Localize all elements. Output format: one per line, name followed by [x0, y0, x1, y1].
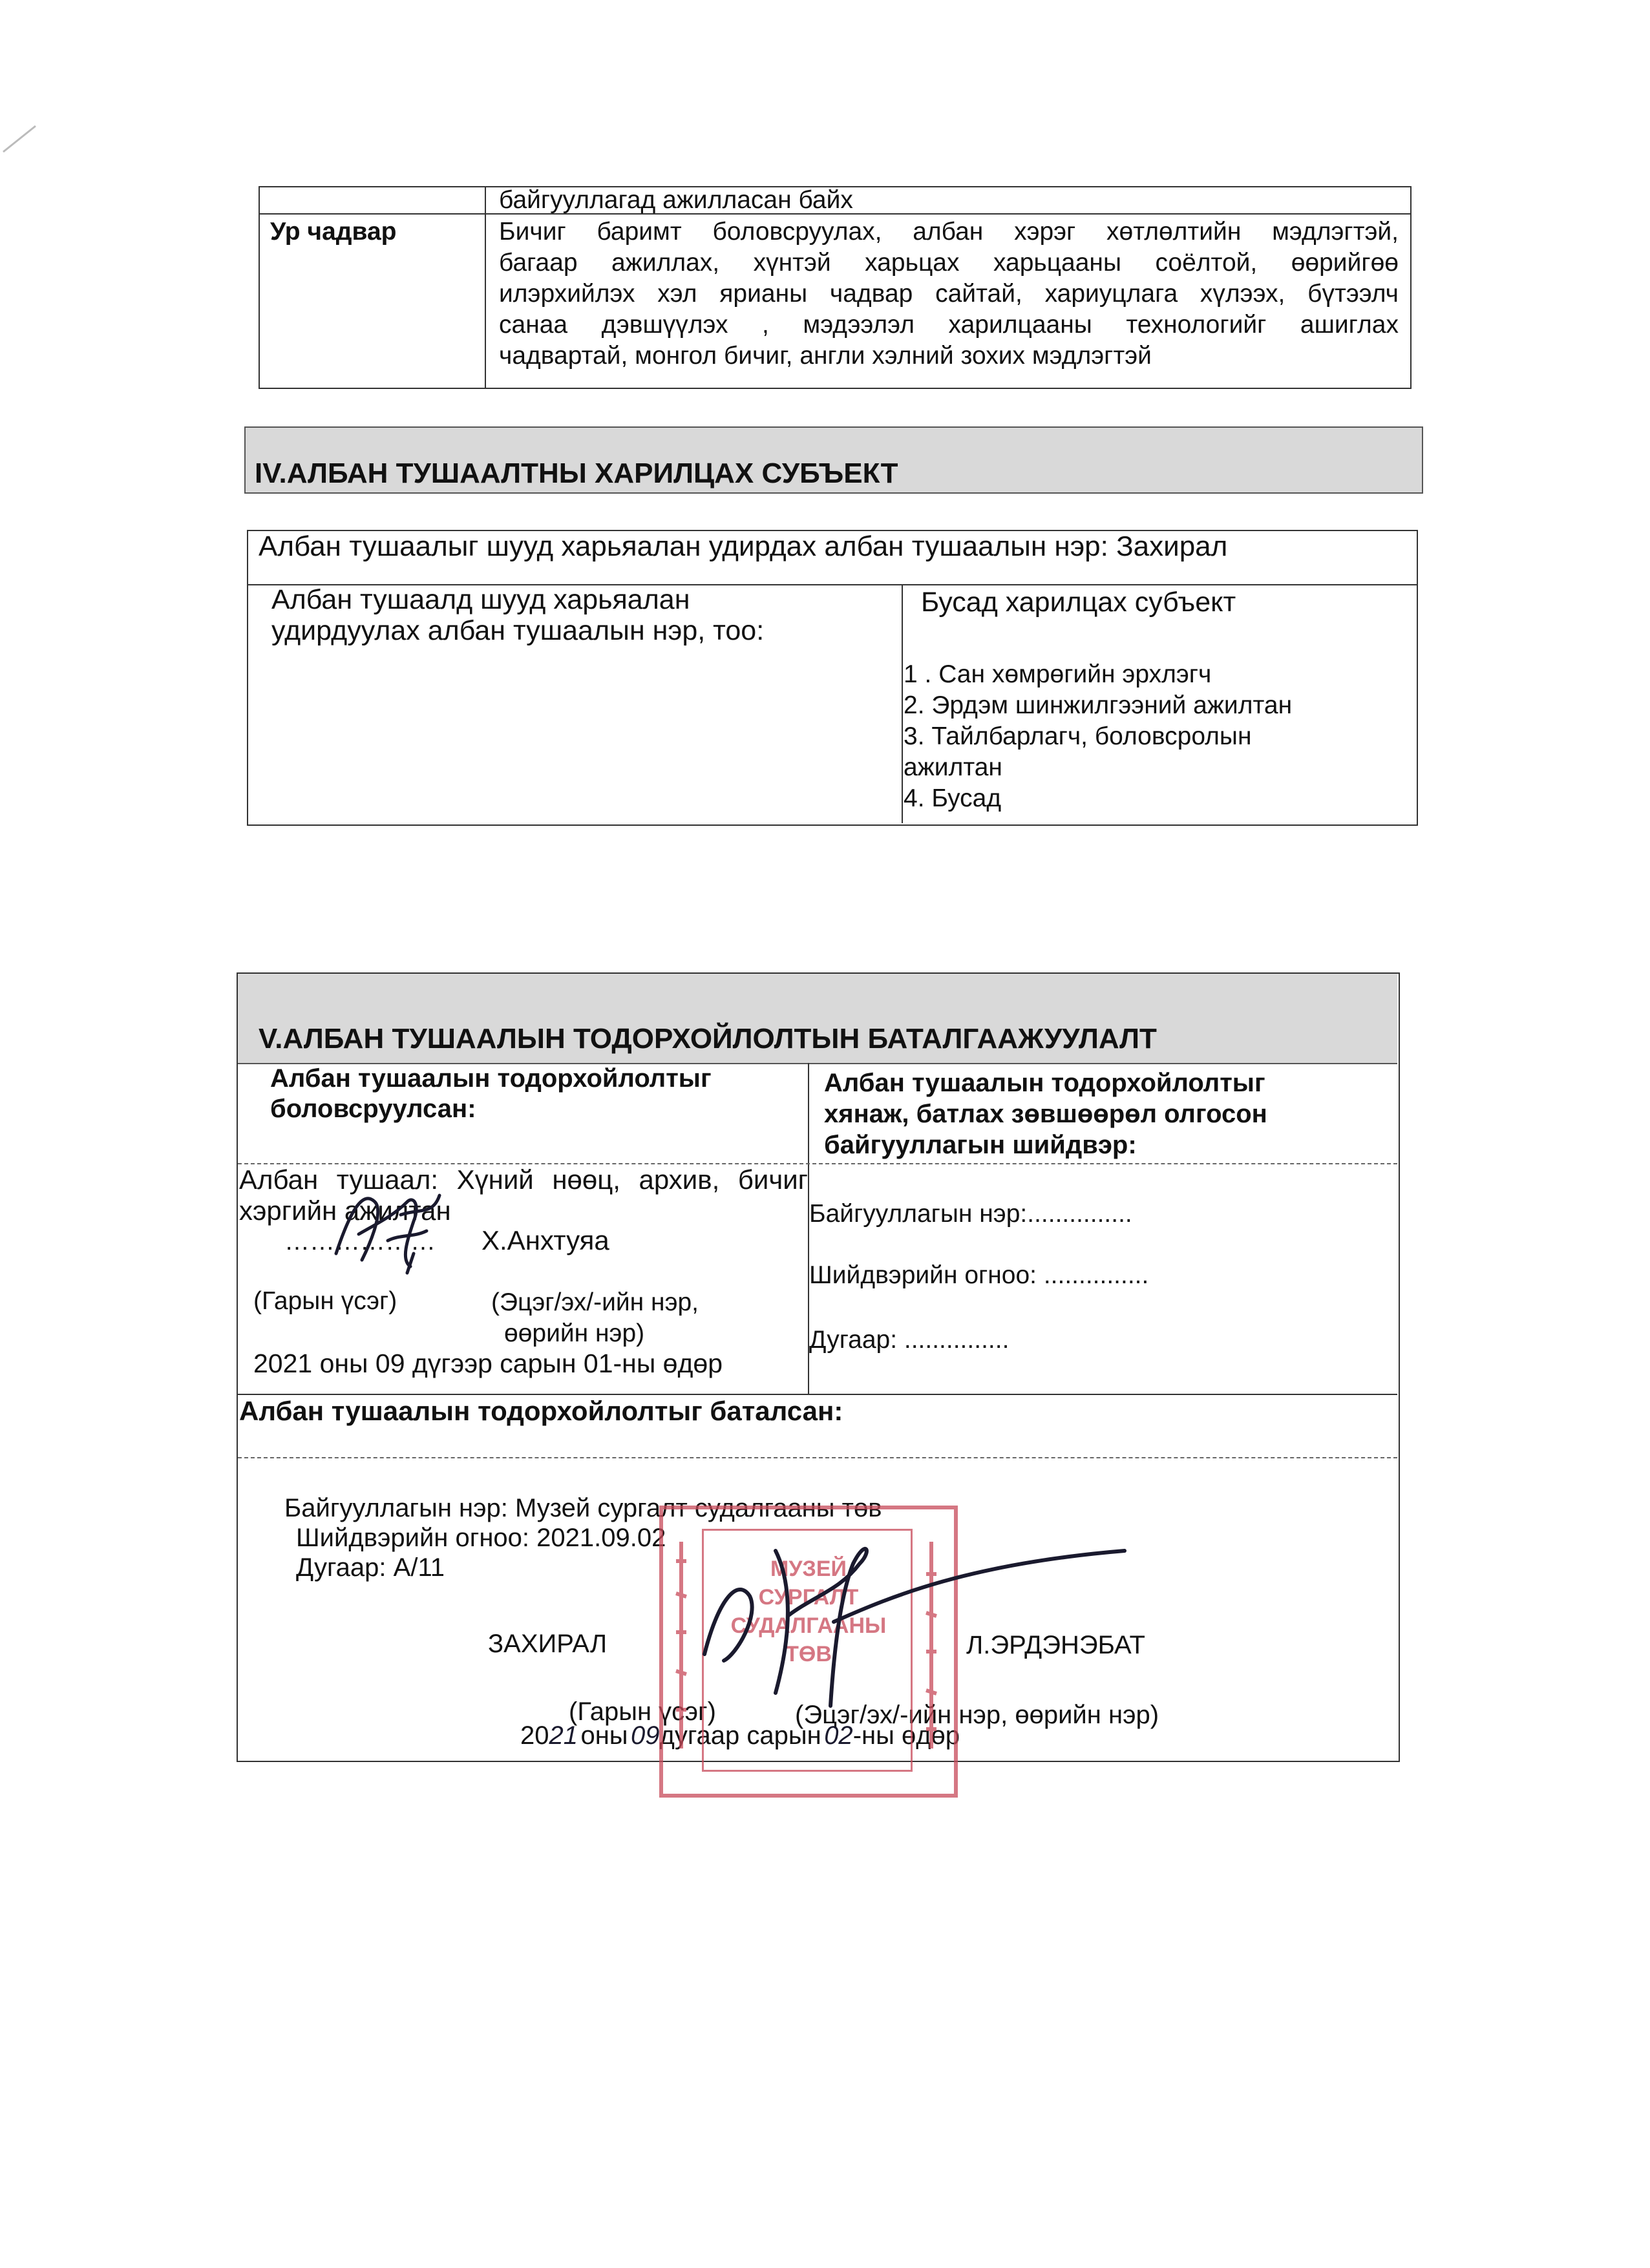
name-label-1: (Эцэг/эх/-ийн нэр, — [491, 1288, 699, 1316]
list-item: 1 . Сан хөмрөгийн эрхлэгч — [904, 660, 1212, 688]
approved-title: Албан тушаалын тодорхойлолтыг баталсан: — [239, 1396, 843, 1426]
position-line-1: Албан тушаал: Хүний нөөц, архив, бичиг — [239, 1164, 808, 1195]
number-field: Дугаар: ............... — [809, 1326, 1010, 1354]
preparer-signature — [323, 1176, 452, 1286]
prepared-date: 2021 оны 09 дүгээр сарын 01-ны өдөр — [253, 1349, 723, 1378]
section5-title: V.АЛБАН ТУШААЛЫН ТОДОРХОЙЛОЛТЫН БАТАЛГААЖУУЛАЛТ — [259, 1023, 1157, 1055]
list-item: ажилтан — [904, 753, 1002, 781]
skills-label: Ур чадвар — [270, 218, 397, 246]
right-head-2: хянаж, батлах зөвшөөрөл олгосон — [824, 1100, 1267, 1128]
stamp-line: СУРГАЛТ — [758, 1585, 859, 1610]
approval-row-line — [238, 1394, 1397, 1395]
skills-table-divider — [485, 186, 486, 388]
stamp-line: СУДАЛГААНЫ — [730, 1613, 887, 1638]
other-subjects-label: Бусад харилцах субъект — [921, 587, 1236, 618]
approved-org: Байгууллагын нэр: Музей сургалт судалгааны төв — [284, 1494, 882, 1522]
prev-row-text: байгууллагад ажилласан байх — [499, 186, 853, 214]
subordinates-label-2: удирдуулах албан тушаалын нэр, тоо: — [271, 615, 765, 646]
date-year: 21 — [549, 1721, 578, 1750]
section5-header — [238, 974, 1397, 1064]
skills-line: Бичиг баримт боловсруулах, албан хэрэг хөтлөлтийн мэдлэгтэй, — [499, 218, 1399, 246]
skills-line: чадвартай, монгол бичиг, англи хэлний зохих мэдлэгтэй — [499, 342, 1152, 370]
approved-head-line — [238, 1457, 1397, 1458]
sign-label: (Гарын үсэг) — [253, 1287, 397, 1315]
section4-title: IV.АЛБАН ТУШААЛТНЫ ХАРИЛЦАХ СУБЪЕКТ — [255, 457, 898, 489]
director-name-label: (Эцэг/эх/-ийн нэр, өөрийн нэр) — [795, 1701, 1159, 1729]
stamp-line: ТӨВ — [785, 1642, 832, 1666]
date-prefix: 20 — [520, 1721, 549, 1750]
date-suffix: -ны өдөр — [852, 1721, 960, 1750]
scan-mark — [0, 123, 39, 155]
decision-date-field: Шийдвэрийн огноо: ............... — [809, 1261, 1149, 1289]
right-head-3: байгууллагын шийдвэр: — [824, 1131, 1137, 1159]
skills-line: санаа дэвшүүлэх , мэдээлэл харилцааны технологийг ашиглах — [499, 311, 1399, 339]
director-name: Л.ЭРДЭНЭБАТ — [966, 1631, 1145, 1659]
section4-header — [244, 426, 1423, 494]
director-signature — [679, 1525, 1131, 1719]
date-mid-1: оны — [580, 1721, 628, 1750]
other-subjects-list — [904, 659, 1292, 814]
list-item: 2. Эрдэм шинжилгээний ажилтан — [904, 691, 1293, 719]
sign-dots: ……………… — [284, 1228, 436, 1255]
org-name-field: Байгууллагын нэр:............... — [809, 1200, 1132, 1228]
right-head-1: Албан тушаалын тодорхойлолтыг — [824, 1069, 1265, 1097]
director-sign-label: (Гарын үсэг) — [569, 1697, 716, 1726]
position-line-2: хэргийн ажилтан — [239, 1195, 451, 1226]
subordinates-label-1: Албан тушаалд шууд харьяалан — [271, 584, 690, 615]
approved-number: Дугаар: А/11 — [296, 1553, 445, 1582]
skills-line: илэрхийлэх хэл ярианы чадвар сайтай, хариуцлага хүлээх, бүтээлч — [499, 280, 1399, 308]
subjects-col-line — [902, 584, 903, 823]
list-item: 4. Бусад — [904, 784, 1002, 812]
approved-decision-date: Шийдвэрийн огноо: 2021.09.02 — [296, 1524, 666, 1552]
left-head-2: боловсруулсан: — [270, 1095, 476, 1123]
stamp-line: МУЗЕЙ — [770, 1557, 847, 1581]
skills-text — [499, 216, 1399, 372]
preparer-name: Х.Анхтуяа — [481, 1225, 609, 1255]
list-item: 3. Тайлбарлагч, боловсролын — [904, 722, 1252, 750]
director-title: ЗАХИРАЛ — [488, 1630, 608, 1658]
date-mid-2: дугаар сарын — [659, 1721, 821, 1750]
supervisor-row: Албан тушаалыг шууд харьяалан удирдах албан тушаалын нэр: Захирал — [259, 530, 1228, 562]
skills-line: багаар ажиллах, хүнтэй харьцах харьцааны соёлтой, өөрийгөө — [499, 249, 1399, 277]
left-head-1: Албан тушаалын тодорхойлолтыг — [270, 1064, 712, 1093]
date-month: 09 — [631, 1721, 660, 1750]
name-label-2: өөрийн нэр) — [504, 1319, 645, 1347]
date-day: 02 — [824, 1721, 853, 1750]
